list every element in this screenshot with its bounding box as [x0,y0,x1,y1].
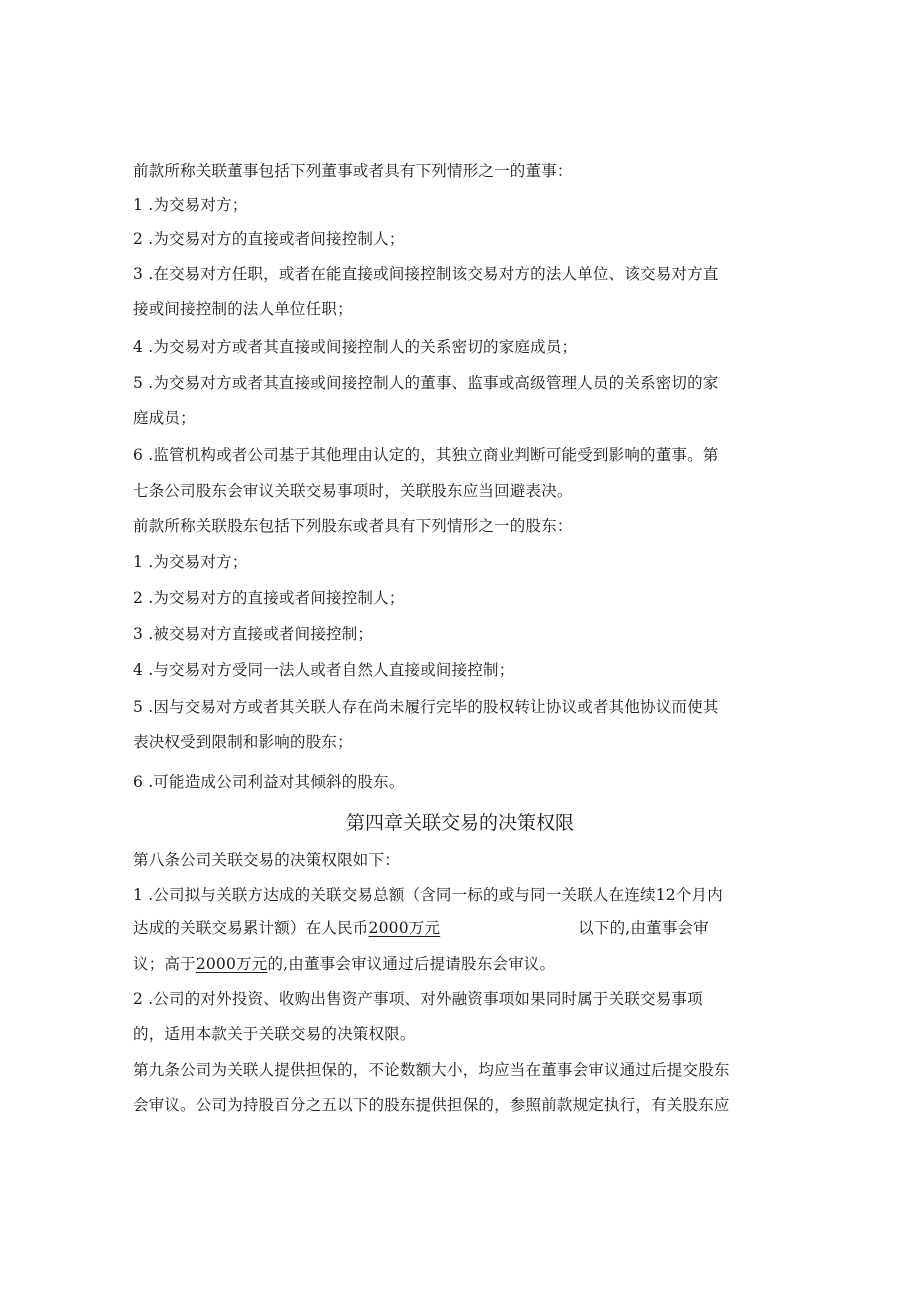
paragraph-related-directors-intro: 前款所称关联董事包括下列董事或者具有下列情形之一的董事： [133,162,573,180]
list-item-continuation: 表决权受到限制和影响的股东； [133,733,353,751]
amount-line-suffix: 以下的,由董事会审 [578,919,709,937]
amount-line-prefix: 达成的关联交易累计额）在人民币 [133,919,369,937]
list-item-continuation: 的，适用本款关于关联交易的决策权限。 [133,1025,416,1043]
list-item: 2 .为交易对方的直接或者间接控制人； [133,589,405,607]
list-item-continuation: 庭成员； [133,409,196,427]
list-item: 2 .为交易对方的直接或者间接控制人； [133,230,405,248]
article-7-line: 七条公司股东会审议关联交易事项时，关联股东应当回避表决。 [133,482,573,500]
amount-threshold-line [133,918,709,938]
chapter-heading: 第四章关联交易的决策权限 [345,812,574,834]
paragraph-related-shareholders-intro: 前款所称关联股东包括下列股东或者具有下列情形之一的股东： [133,517,573,535]
article-9-line: 第九条公司为关联人提供担保的，不论数额大小，均应当在董事会审议通过后提交股东 [133,1061,730,1079]
amount-threshold-line [133,954,555,974]
list-item: 5 .为交易对方或者其直接或间接控制人的董事、监事或高级管理人员的关系密切的家 [133,374,719,392]
amount-line-suffix: 的,由董事会审议通过后提请股东会审议。 [267,955,556,973]
list-item: 5 .因与交易对方或者其关联人存在尚未履行完毕的股权转让协议或者其他协议而使其 [133,698,719,716]
list-item: 3 .在交易对方任职，或者在能直接或间接控制该交易对方的法人单位、该交易对方直 [133,265,719,283]
list-item: 6 .可能造成公司利益对其倾斜的股东。 [133,773,405,791]
article-9-continuation: 会审议。公司为持股百分之五以下的股东提供担保的，参照前款规定执行，有关股东应 [133,1096,730,1114]
list-item: 4 .与交易对方受同一法人或者自然人直接或间接控制； [133,661,515,679]
list-item: 3 .被交易对方直接或者间接控制； [133,625,374,643]
amount-value: 2000万元 [368,919,441,937]
article-8-line: 第八条公司关联交易的决策权限如下： [133,851,400,869]
amount-value: 2000万元 [195,955,268,973]
list-item: 1 .公司拟与关联方达成的关联交易总额（含同一标的或与同一关联人在连续12个月内 [133,886,723,904]
list-item: 6 .监管机构或者公司基于其他理由认定的，其独立商业判断可能受到影响的董事。第 [133,446,719,464]
list-item: 2 .公司的对外投资、收购出售资产事项、对外融资事项如果同时属于关联交易事项 [133,990,703,1008]
amount-line-prefix: 议；高于 [133,955,196,973]
list-item-continuation: 接或间接控制的法人单位任职； [133,300,353,318]
list-item: 4 .为交易对方或者其直接或间接控制人的关系密切的家庭成员； [133,338,578,356]
list-item: 1 .为交易对方； [133,553,248,571]
list-item: 1 .为交易对方； [133,196,248,214]
